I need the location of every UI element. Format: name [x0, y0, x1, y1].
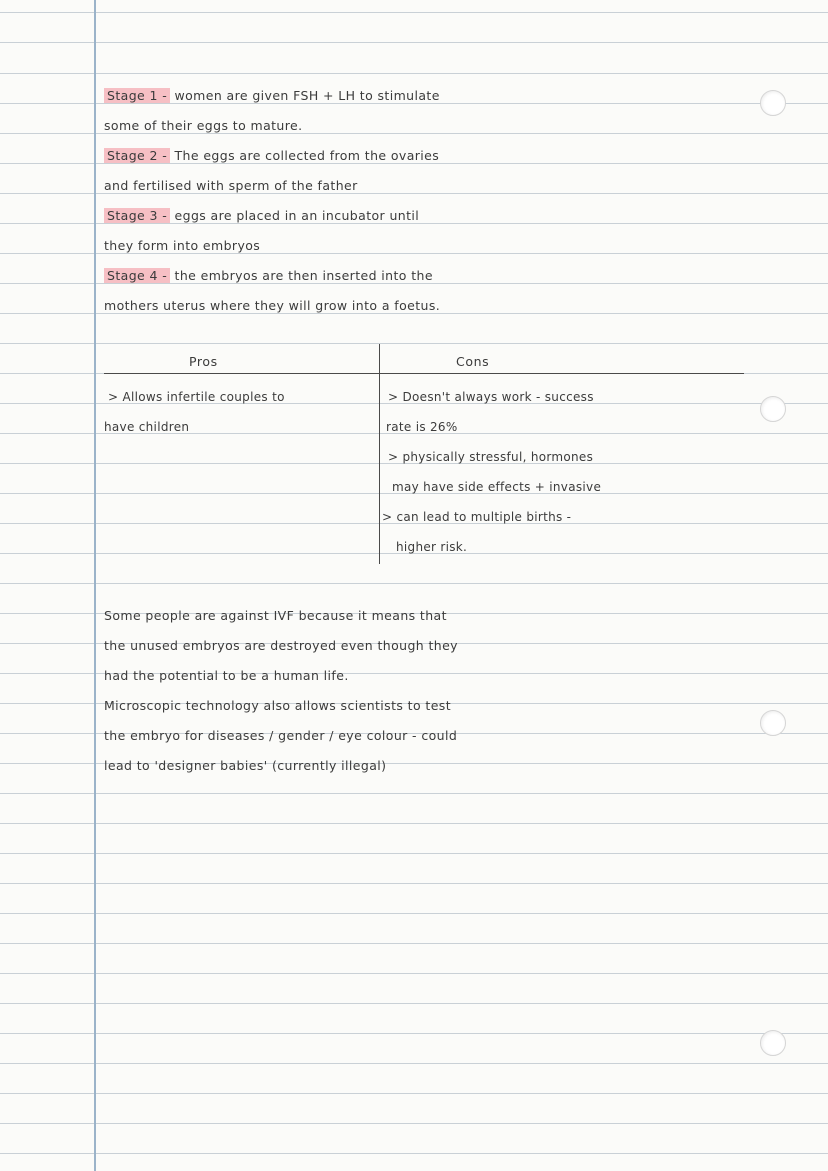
cons-item: > Doesn't always work - success — [388, 390, 594, 404]
cons-item: higher risk. — [396, 540, 468, 554]
stage-2-continuation: and fertilised with sperm of the father — [104, 178, 358, 193]
cons-item: rate is 26% — [386, 420, 458, 434]
stage-2-text: The eggs are collected from the ovaries — [174, 148, 440, 163]
pros-item: > Allows infertile couples to — [108, 390, 285, 404]
paragraph-line: the unused embryos are destroyed even though they — [104, 638, 458, 653]
stage-4-label: Stage 4 - — [104, 268, 170, 283]
punch-hole — [760, 90, 786, 116]
cons-header: Cons — [456, 354, 490, 369]
table-horizontal-rule — [104, 373, 744, 374]
paragraph-line: Microscopic technology also allows scientists to test — [104, 698, 452, 713]
cons-item: may have side effects + invasive — [392, 480, 602, 494]
cons-item: > physically stressful, hormones — [388, 450, 594, 464]
punch-hole — [760, 1030, 786, 1056]
table-vertical-rule — [379, 344, 380, 564]
pros-header: Pros — [189, 354, 218, 369]
stage-3-continuation: they form into embryos — [104, 238, 261, 253]
stage-3-label: Stage 3 - — [104, 208, 170, 223]
stage-1-line — [104, 88, 440, 110]
margin-line — [94, 0, 96, 1171]
stage-4-text: the embryos are then inserted into the — [174, 268, 433, 283]
paragraph-line: lead to 'designer babies' (currently illegal) — [104, 758, 387, 773]
punch-hole — [760, 710, 786, 736]
stage-3-text: eggs are placed in an incubator until — [174, 208, 420, 223]
stage-1-text: women are given FSH + LH to stimulate — [174, 88, 440, 103]
stage-1-continuation: some of their eggs to mature. — [104, 118, 303, 133]
cons-item: > can lead to multiple births - — [382, 510, 572, 524]
stage-3-line — [104, 208, 419, 230]
pros-cons-table — [104, 340, 764, 565]
stage-4-line — [104, 268, 433, 290]
stage-1-label: Stage 1 - — [104, 88, 170, 103]
paragraph-line: Some people are against IVF because it means that — [104, 608, 447, 623]
paragraph-line: had the potential to be a human life. — [104, 668, 349, 683]
pros-item: have children — [104, 420, 190, 434]
stage-4-continuation: mothers uterus where they will grow into a foetus. — [104, 298, 441, 313]
stage-2-label: Stage 2 - — [104, 148, 170, 163]
paragraph-line: the embryo for diseases / gender / eye colour - could — [104, 728, 458, 743]
stage-2-line — [104, 148, 439, 170]
